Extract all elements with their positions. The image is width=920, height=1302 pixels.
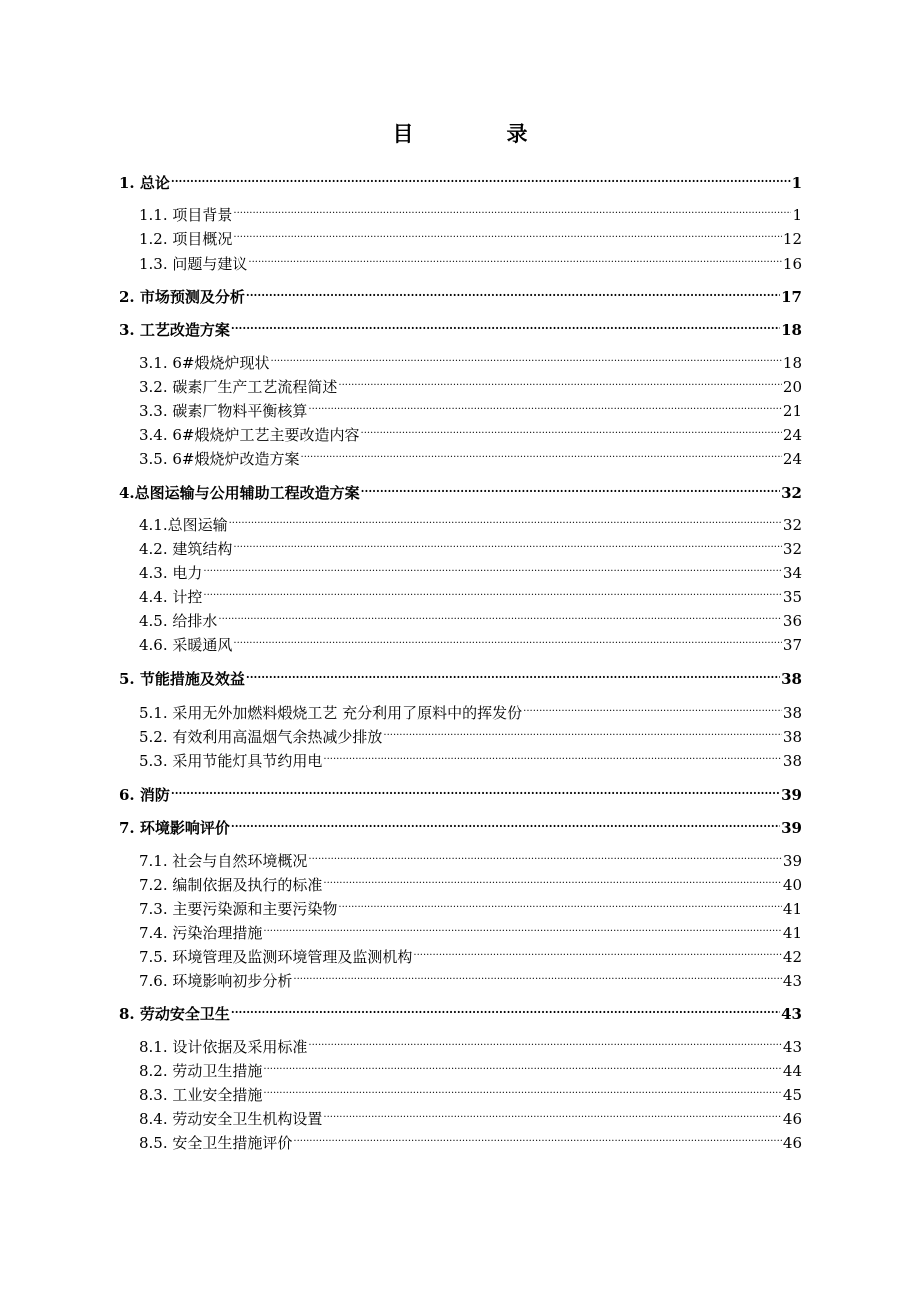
dot-leader bbox=[308, 843, 782, 868]
page-title: 目 录 bbox=[392, 121, 564, 146]
dot-leader bbox=[323, 743, 782, 768]
toc-page-number: 39 bbox=[781, 819, 802, 837]
toc-chapter-entry[interactable] bbox=[119, 319, 802, 341]
toc-page-number: 38 bbox=[782, 728, 802, 746]
toc-entry-label: 3.1. 6#煅烧炉现状 bbox=[139, 354, 270, 372]
toc-entry-label: 1.1. 项目背景 bbox=[139, 206, 233, 224]
toc-page-number: 44 bbox=[782, 1062, 802, 1080]
toc-chapter-entry[interactable] bbox=[119, 482, 802, 504]
toc-page-number: 24 bbox=[782, 450, 802, 468]
toc-page-number: 43 bbox=[782, 972, 802, 990]
toc-page-number: 46 bbox=[782, 1110, 802, 1128]
dot-leader bbox=[301, 441, 782, 466]
toc-entry-label: 8.3. 工业安全措施 bbox=[139, 1086, 263, 1104]
dot-leader bbox=[233, 531, 782, 556]
toc-section-entry[interactable] bbox=[139, 750, 802, 772]
toc-entry-label: 5.2. 有效利用高温烟气余热减少排放 bbox=[139, 728, 383, 746]
toc-page-number: 43 bbox=[781, 1005, 802, 1023]
dot-leader bbox=[263, 1053, 782, 1078]
toc-page-number: 35 bbox=[782, 588, 802, 606]
toc-entry-label: 8.2. 劳动卫生措施 bbox=[139, 1062, 263, 1080]
toc-entry-label: 7. 环境影响评价 bbox=[119, 819, 230, 837]
dot-leader bbox=[338, 891, 782, 916]
toc-page-number: 45 bbox=[782, 1086, 802, 1104]
toc-page-number: 40 bbox=[782, 876, 802, 894]
toc-entry-label: 7.5. 环境管理及监测环境管理及监测机构 bbox=[139, 948, 413, 966]
dot-leader bbox=[308, 393, 782, 418]
toc-page-number: 21 bbox=[782, 402, 802, 420]
toc-entry-label: 3.2. 碳素厂生产工艺流程简述 bbox=[139, 378, 338, 396]
toc-page-number: 32 bbox=[782, 540, 802, 558]
toc-page-number: 18 bbox=[782, 354, 802, 372]
toc-entry-label: 4.1.总图运输 bbox=[139, 516, 228, 534]
toc-page-number: 32 bbox=[781, 484, 802, 502]
toc-chapter-entry[interactable] bbox=[119, 1003, 802, 1025]
dot-leader bbox=[233, 197, 791, 222]
dot-leader bbox=[248, 246, 782, 271]
dot-leader bbox=[218, 603, 782, 628]
dot-leader bbox=[383, 719, 782, 744]
toc-page-number: 32 bbox=[782, 516, 802, 534]
toc-entry-label: 1. 总论 bbox=[119, 174, 170, 192]
toc-chapter-entry[interactable] bbox=[119, 817, 802, 839]
dot-leader bbox=[233, 627, 782, 652]
toc-entry-label: 3. 工艺改造方案 bbox=[119, 321, 230, 339]
toc-entry-label: 7.2. 编制依据及执行的标准 bbox=[139, 876, 323, 894]
toc-section-entry[interactable] bbox=[139, 1132, 802, 1154]
toc-page-number: 39 bbox=[782, 852, 802, 870]
dot-leader bbox=[293, 1125, 782, 1150]
dot-leader bbox=[246, 280, 780, 304]
dot-leader bbox=[361, 476, 780, 500]
toc-section-entry[interactable] bbox=[139, 253, 802, 275]
toc-page-number: 43 bbox=[782, 1038, 802, 1056]
toc-entry-label: 1.2. 项目概况 bbox=[139, 230, 233, 248]
dot-leader bbox=[308, 1029, 782, 1054]
dot-leader bbox=[233, 221, 782, 246]
toc-page-number: 38 bbox=[781, 670, 802, 688]
toc-page-number: 12 bbox=[782, 230, 802, 248]
dot-leader bbox=[361, 417, 782, 442]
toc-page-number: 20 bbox=[782, 378, 802, 396]
toc-entry-label: 8.5. 安全卫生措施评价 bbox=[139, 1134, 293, 1152]
dot-leader bbox=[231, 997, 780, 1021]
toc-entry-label: 5.1. 采用无外加燃料煅烧工艺 充分利用了原料中的挥发份 bbox=[139, 704, 523, 722]
toc-entry-label: 2. 市场预测及分析 bbox=[119, 288, 245, 306]
toc-page-number: 16 bbox=[782, 255, 802, 273]
dot-leader bbox=[229, 507, 782, 532]
toc-page-number: 39 bbox=[781, 786, 802, 804]
toc-page-number: 41 bbox=[782, 900, 802, 918]
dot-leader bbox=[246, 662, 780, 686]
toc-page-number: 18 bbox=[781, 321, 802, 339]
toc-entry-label: 4.总图运输与公用辅助工程改造方案 bbox=[119, 484, 360, 502]
dot-leader bbox=[231, 811, 780, 835]
toc-page-number: 1 bbox=[791, 174, 802, 192]
toc-page-number: 34 bbox=[782, 564, 802, 582]
toc-entry-label: 8.4. 劳动安全卫生机构设置 bbox=[139, 1110, 323, 1128]
toc-entry-label: 8. 劳动安全卫生 bbox=[119, 1005, 230, 1023]
toc-page-number: 1 bbox=[792, 206, 802, 224]
dot-leader bbox=[171, 166, 791, 190]
toc-entry-label: 7.3. 主要污染源和主要污染物 bbox=[139, 900, 338, 918]
toc-entry-label: 3.3. 碳素厂物料平衡核算 bbox=[139, 402, 308, 420]
dot-leader bbox=[263, 915, 782, 940]
dot-leader bbox=[203, 579, 782, 604]
toc-entry-label: 3.5. 6#煅烧炉改造方案 bbox=[139, 450, 300, 468]
toc-entry-label: 4.6. 采暖通风 bbox=[139, 636, 233, 654]
toc-entry-label: 3.4. 6#煅烧炉工艺主要改造内容 bbox=[139, 426, 360, 444]
toc-entry-label: 4.4. 计控 bbox=[139, 588, 203, 606]
toc-entry-label: 5.3. 采用节能灯具节约用电 bbox=[139, 752, 323, 770]
toc-section-entry[interactable] bbox=[139, 448, 802, 470]
toc-page-number: 17 bbox=[781, 288, 802, 306]
toc-page-number: 24 bbox=[782, 426, 802, 444]
toc-section-entry[interactable] bbox=[139, 634, 802, 656]
dot-leader bbox=[293, 963, 782, 988]
dot-leader bbox=[523, 695, 782, 720]
toc-page-number: 38 bbox=[782, 752, 802, 770]
dot-leader bbox=[171, 778, 780, 802]
toc-section-entry[interactable] bbox=[139, 970, 802, 992]
toc-page-number: 42 bbox=[782, 948, 802, 966]
toc-entry-label: 4.5. 给排水 bbox=[139, 612, 218, 630]
toc-entry-label: 4.3. 电力 bbox=[139, 564, 203, 582]
toc-entry-label: 5. 节能措施及效益 bbox=[119, 670, 245, 688]
toc-page-number: 36 bbox=[782, 612, 802, 630]
dot-leader bbox=[271, 345, 782, 370]
toc-chapter-entry[interactable] bbox=[119, 784, 802, 806]
dot-leader bbox=[323, 1101, 782, 1126]
toc-entry-label: 7.1. 社会与自然环境概况 bbox=[139, 852, 308, 870]
toc-entry-label: 7.4. 污染治理措施 bbox=[139, 924, 263, 942]
toc-entry-label: 7.6. 环境影响初步分析 bbox=[139, 972, 293, 990]
toc-entry-label: 8.1. 设计依据及采用标准 bbox=[139, 1038, 308, 1056]
toc-chapter-entry[interactable] bbox=[119, 172, 802, 194]
dot-leader bbox=[203, 555, 782, 580]
dot-leader bbox=[263, 1077, 782, 1102]
toc-page-number: 46 bbox=[782, 1134, 802, 1152]
dot-leader bbox=[231, 313, 780, 337]
dot-leader bbox=[323, 867, 782, 892]
toc-entry-label: 1.3. 问题与建议 bbox=[139, 255, 248, 273]
toc-entry-label: 4.2. 建筑结构 bbox=[139, 540, 233, 558]
dot-leader bbox=[413, 939, 782, 964]
toc-page-number: 41 bbox=[782, 924, 802, 942]
toc-chapter-entry[interactable] bbox=[119, 668, 802, 690]
toc-page-number: 38 bbox=[782, 704, 802, 722]
toc-page-number: 37 bbox=[782, 636, 802, 654]
toc-chapter-entry[interactable] bbox=[119, 286, 802, 308]
dot-leader bbox=[338, 369, 782, 394]
toc-entry-label: 6. 消防 bbox=[119, 786, 170, 804]
